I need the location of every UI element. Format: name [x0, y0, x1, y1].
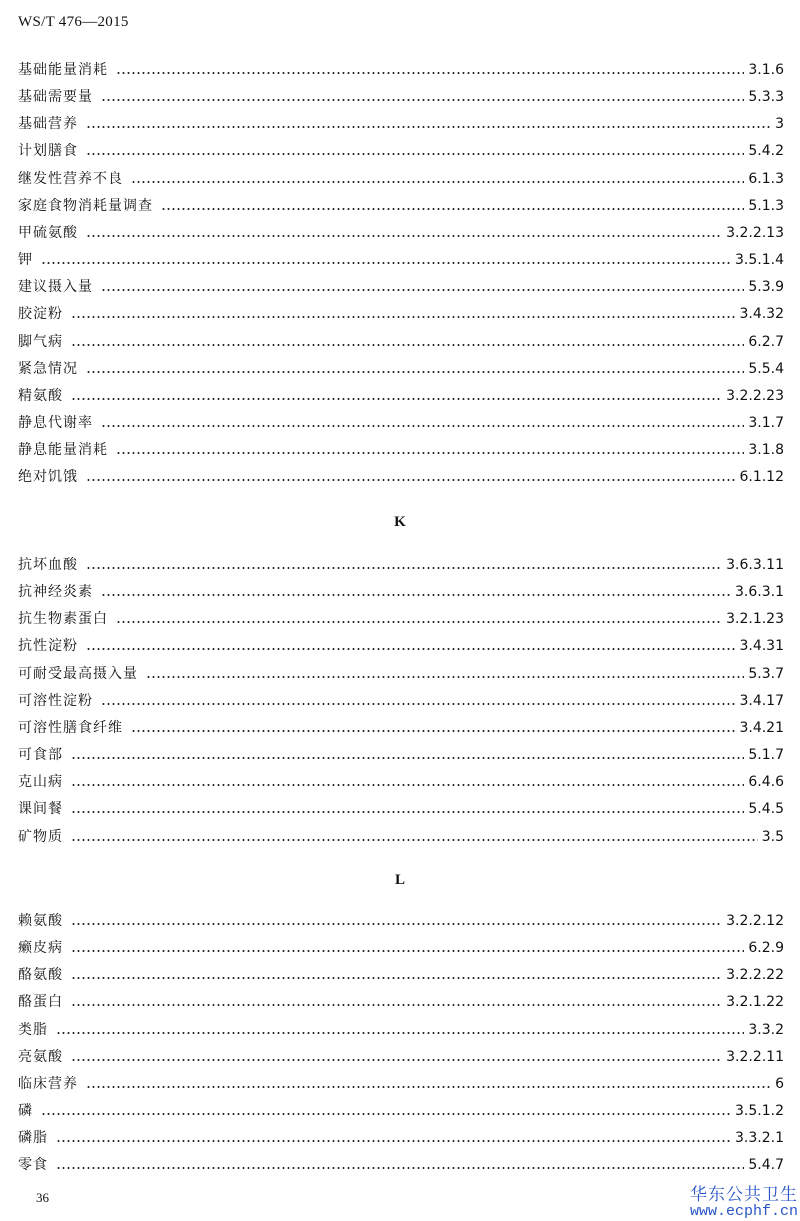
index-term: 类脂 [18, 1021, 48, 1038]
index-term: 绝对饥饿 [18, 469, 78, 486]
index-entry [18, 1018, 784, 1042]
dot-leader [71, 1004, 722, 1006]
index-entry [18, 1072, 784, 1096]
index-term: 课间餐 [18, 801, 63, 818]
dot-leader [41, 262, 731, 264]
watermark-title: 华东公共卫生 [690, 1185, 798, 1205]
dot-leader [71, 784, 744, 786]
dot-leader [71, 923, 722, 925]
dot-leader [71, 977, 722, 979]
dot-leader [71, 811, 744, 813]
index-entry [18, 330, 784, 354]
dot-leader [41, 1113, 731, 1115]
dot-leader [101, 425, 744, 427]
index-clause-ref: 5.4.5 [748, 801, 784, 818]
index-entry [18, 936, 784, 960]
index-clause-ref: 3.5 [761, 828, 784, 845]
dot-leader [71, 757, 744, 759]
index-term: 零食 [18, 1157, 48, 1174]
dot-leader [161, 208, 744, 210]
index-clause-ref: 6.1.12 [739, 469, 784, 486]
section-letter-heading: L [394, 872, 405, 888]
dot-leader [71, 398, 722, 400]
dot-leader [101, 703, 735, 705]
dot-leader [116, 452, 744, 454]
index-term: 可溶性淀粉 [18, 692, 93, 709]
index-clause-ref: 5.1.3 [748, 197, 784, 214]
document-code-header: WS/T 476—2015 [18, 14, 129, 30]
index-entry [18, 302, 784, 326]
watermark-url: www.ecphf.cn [690, 1203, 799, 1220]
index-entry [18, 438, 784, 462]
index-term: 钾 [18, 252, 33, 269]
index-entry [18, 909, 784, 933]
index-term: 家庭食物消耗量调查 [18, 197, 153, 214]
index-term: 继发性营养不良 [18, 170, 123, 187]
index-entry [18, 465, 784, 489]
index-clause-ref: 3.5.1.4 [735, 252, 784, 269]
index-clause-ref: 3.3.2.1 [735, 1130, 784, 1147]
index-term: 抗神经炎素 [18, 584, 93, 601]
dot-leader [101, 594, 731, 596]
index-term: 磷 [18, 1103, 33, 1120]
dot-leader [131, 730, 735, 732]
index-term: 赖氨酸 [18, 913, 63, 929]
index-clause-ref: 6.4.6 [748, 774, 784, 791]
index-entry [18, 357, 784, 381]
index-entry [18, 384, 784, 408]
index-term: 建议摄入量 [18, 279, 93, 296]
index-entry [18, 58, 784, 82]
index-clause-ref: 6.2.7 [748, 333, 784, 350]
index-term: 矿物质 [18, 828, 63, 845]
index-entry [18, 139, 784, 163]
dot-leader [146, 676, 744, 678]
index-term: 克山病 [18, 774, 63, 791]
index-term: 基础营养 [18, 116, 78, 133]
index-clause-ref: 3.1.8 [748, 442, 784, 459]
dot-leader [71, 839, 758, 841]
page-number: 36 [36, 1190, 49, 1205]
index-clause-ref: 3.4.17 [739, 692, 784, 709]
index-entry [18, 248, 784, 272]
index-term: 抗坏血酸 [18, 557, 78, 573]
index-clause-ref: 3.4.21 [739, 719, 784, 736]
dot-leader [56, 1167, 744, 1169]
index-clause-ref: 3.2.2.11 [726, 1048, 784, 1065]
index-term: 可食部 [18, 747, 63, 764]
index-entry [18, 825, 784, 849]
index-clause-ref: 3.2.1.22 [726, 994, 784, 1011]
index-term: 磷脂 [18, 1130, 48, 1147]
index-term: 抗生物素蛋白 [18, 611, 108, 628]
index-entry [18, 1045, 784, 1069]
section-letter-heading: K [394, 514, 406, 530]
index-entry [18, 85, 784, 109]
index-clause-ref: 5.5.4 [748, 360, 784, 377]
index-entry [18, 990, 784, 1014]
index-clause-ref: 6.2.9 [748, 940, 784, 957]
index-term: 紧急情况 [18, 360, 78, 377]
index-entry [18, 221, 784, 245]
dot-leader [101, 289, 744, 291]
index-term: 癞皮病 [18, 940, 63, 957]
dot-leader [86, 1086, 771, 1088]
index-entry [18, 607, 784, 631]
index-clause-ref: 3.1.7 [748, 414, 784, 431]
index-clause-ref: 3.1.6 [748, 62, 784, 78]
index-term: 静息能量消耗 [18, 442, 108, 459]
index-clause-ref: 3.2.2.12 [726, 913, 784, 929]
index-term: 可溶性膳食纤维 [18, 719, 123, 736]
index-term: 胶淀粉 [18, 306, 63, 323]
dot-leader [86, 153, 744, 155]
index-entry [18, 411, 784, 435]
index-term: 亮氨酸 [18, 1048, 63, 1065]
index-clause-ref: 3.2.1.23 [726, 611, 784, 628]
index-term: 酪蛋白 [18, 994, 63, 1011]
index-clause-ref: 3.2.2.23 [726, 387, 784, 404]
index-entry [18, 1153, 784, 1177]
index-clause-ref: 5.3.7 [748, 665, 784, 682]
dot-leader [116, 72, 744, 74]
index-entry [18, 194, 784, 218]
dot-leader [86, 126, 771, 128]
index-clause-ref: 5.4.7 [748, 1157, 784, 1174]
index-term: 静息代谢率 [18, 414, 93, 431]
index-term: 抗性淀粉 [18, 638, 78, 655]
index-entry [18, 167, 784, 191]
dot-leader [86, 371, 744, 373]
index-entry [18, 963, 784, 987]
index-clause-ref: 6 [775, 1075, 784, 1092]
index-clause-ref: 3.3.2 [748, 1021, 784, 1038]
index-entry [18, 770, 784, 794]
index-clause-ref: 3.2.2.13 [726, 224, 784, 241]
index-entry [18, 553, 784, 577]
dot-leader [86, 648, 735, 650]
index-term: 基础能量消耗 [18, 62, 108, 78]
index-term: 计划膳食 [18, 143, 78, 160]
dot-leader [71, 1059, 722, 1061]
index-clause-ref: 3.2.2.22 [726, 967, 784, 984]
dot-leader [71, 344, 744, 346]
index-entry [18, 634, 784, 658]
index-term: 可耐受最高摄入量 [18, 665, 138, 682]
index-term: 基础需要量 [18, 89, 93, 106]
dot-leader [86, 567, 722, 569]
index-entry [18, 112, 784, 136]
index-entry [18, 275, 784, 299]
dot-leader [56, 1032, 744, 1034]
dot-leader [101, 99, 744, 101]
index-clause-ref: 3.5.1.2 [735, 1103, 784, 1120]
index-term: 酪氨酸 [18, 967, 63, 984]
index-clause-ref: 3.4.32 [739, 306, 784, 323]
index-entry [18, 716, 784, 740]
index-entry [18, 662, 784, 686]
index-clause-ref: 3 [775, 116, 784, 133]
index-clause-ref: 3.4.31 [739, 638, 784, 655]
dot-leader [71, 950, 744, 952]
dot-leader [131, 181, 744, 183]
dot-leader [71, 316, 735, 318]
index-entry [18, 743, 784, 767]
index-clause-ref: 5.4.2 [748, 143, 784, 160]
index-clause-ref: 3.6.3.1 [735, 584, 784, 601]
index-clause-ref: 6.1.3 [748, 170, 784, 187]
index-term: 甲硫氨酸 [18, 224, 78, 241]
index-term: 临床营养 [18, 1075, 78, 1092]
index-entry [18, 689, 784, 713]
index-entry [18, 1126, 784, 1150]
index-clause-ref: 5.3.3 [748, 89, 784, 106]
index-term: 脚气病 [18, 333, 63, 350]
index-entry [18, 797, 784, 821]
dot-leader [86, 235, 722, 237]
index-clause-ref: 3.6.3.11 [726, 557, 784, 573]
index-clause-ref: 5.1.7 [748, 747, 784, 764]
dot-leader [86, 479, 735, 481]
dot-leader [116, 621, 722, 623]
index-clause-ref: 5.3.9 [748, 279, 784, 296]
index-term: 精氨酸 [18, 387, 63, 404]
dot-leader [56, 1140, 731, 1142]
index-entry [18, 1099, 784, 1123]
index-entry [18, 580, 784, 604]
